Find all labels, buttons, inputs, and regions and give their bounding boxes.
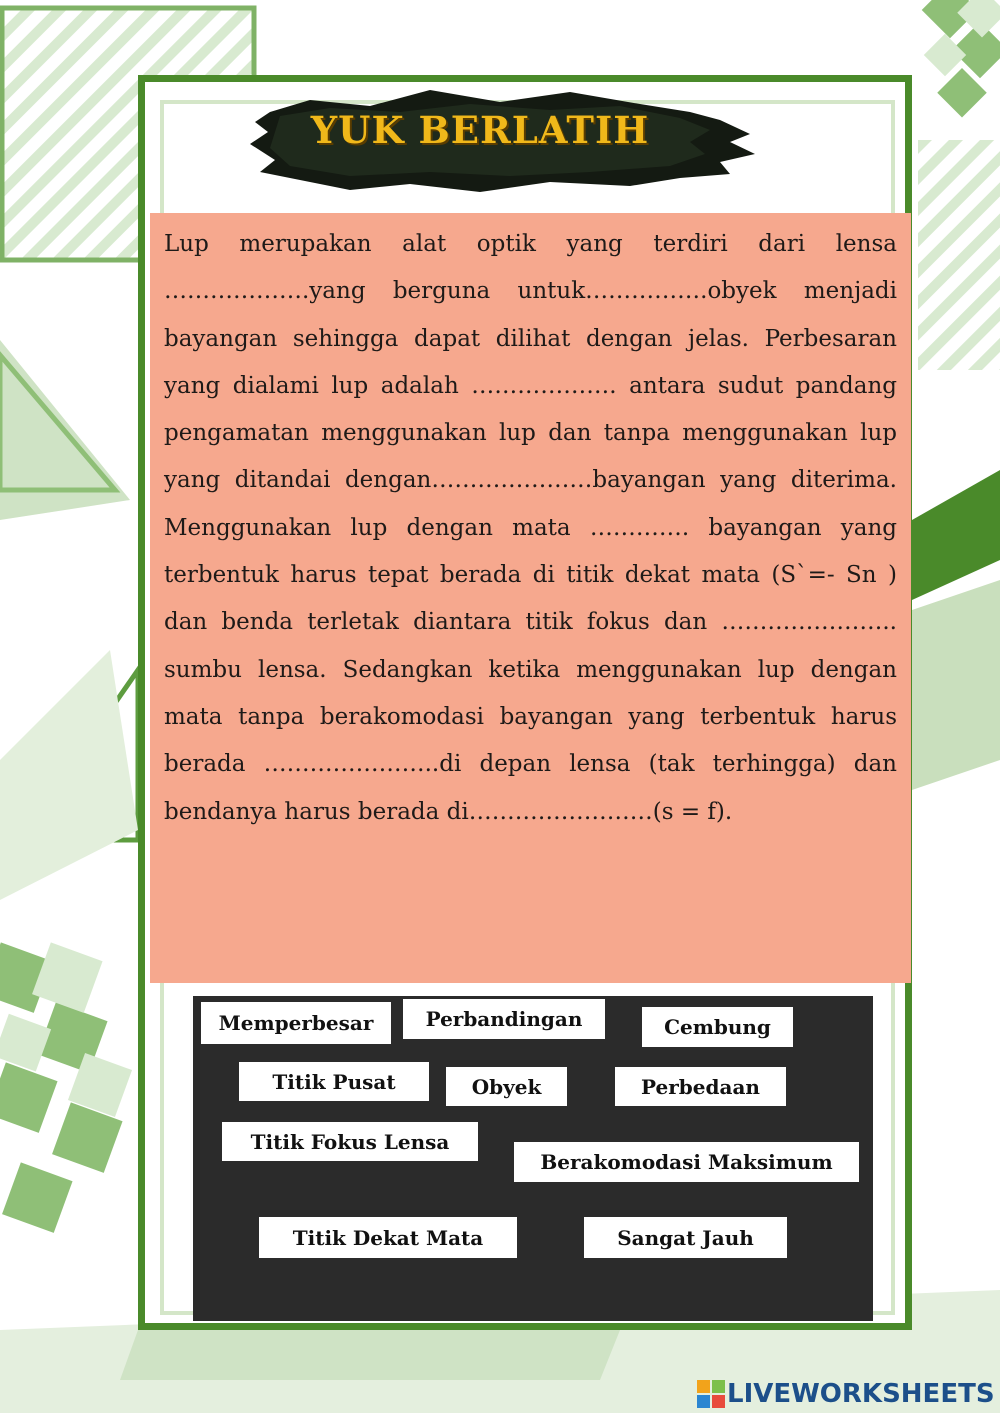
word-bank — [193, 996, 873, 1321]
word-option[interactable]: Titik Fokus Lensa — [222, 1122, 478, 1161]
logo-text: LIVEWORKSHEETS — [727, 1379, 995, 1409]
word-option[interactable]: Obyek — [446, 1067, 567, 1106]
fill-in-paragraph: Lup merupakan alat optik yang terdiri dari lensa ……………….yang berguna untuk…………….obyek menjadi bayangan sehingga dapat dilihat dengan jelas. Perbesaran yang dialami lup adalah ………………. antara sudut pandang pengamatan menggunakan lup dan tanpa menggunakan lup yang ditandai dengan…………………bayangan yang diterima. Menggunakan lup dengan mata …………. bayangan yang terbentuk harus tepat berada di titik dekat mata (S`=- Sn ) dan benda terletak diantara titik fokus dan ………………….. sumbu lensa. Sedangkan ketika menggunakan lup dengan mata tanpa berakomodasi bayangan yang terbentuk harus berada …………………..di depan lensa (tak terhingga) dan bendanya harus berada di……………………(s = f). — [164, 231, 897, 825]
liveworksheets-logo — [697, 1375, 995, 1413]
worksheet-title: YUK BERLATIH — [310, 108, 650, 152]
word-option[interactable]: Titik Dekat Mata — [259, 1217, 517, 1258]
word-option[interactable]: Perbandingan — [403, 999, 605, 1039]
liveworksheets-logo-icon — [697, 1380, 725, 1408]
word-option[interactable]: Berakomodasi Maksimum — [514, 1142, 859, 1182]
word-option[interactable]: Sangat Jauh — [584, 1217, 787, 1258]
word-option[interactable]: Cembung — [642, 1007, 793, 1047]
exercise-text-box — [150, 213, 911, 983]
word-option[interactable]: Titik Pusat — [239, 1062, 429, 1101]
word-option[interactable]: Memperbesar — [201, 1002, 391, 1044]
word-option[interactable]: Perbedaan — [615, 1067, 786, 1106]
